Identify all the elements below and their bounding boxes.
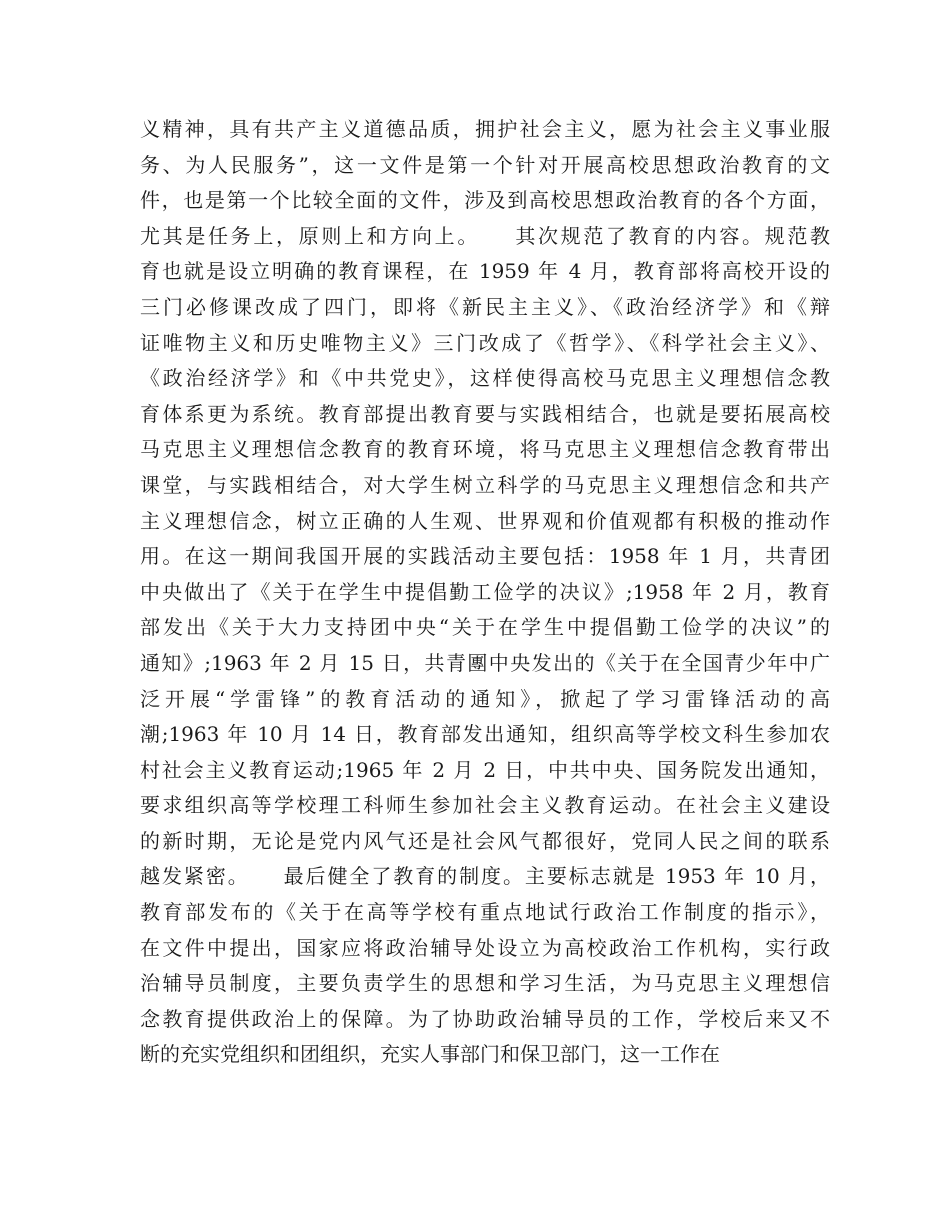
- text-line: 念教育提供政治上的保障。为了协助政治辅导员的工作，学校后来又不: [140, 1006, 830, 1031]
- text-line: 主义理想信念，树立正确的人生观、世界观和价值观都有积极的推动作: [140, 508, 830, 533]
- text-line: 尤其是任务上，原则上和方向上。 其次规范了教育的内容。规范教: [140, 223, 830, 248]
- text-line: 育也就是设立明确的教育课程，在 1959 年 4 月，教育部将高校开设的: [140, 259, 830, 284]
- text-line: 育体系更为系统。教育部提出教育要与实践相结合，也就是要拓展高校: [140, 401, 830, 426]
- text-line: 三门必修课改成了四门，即将《新民主主义》、《政治经济学》和《辩: [140, 294, 830, 319]
- text-line: 泛开展“学雷锋”的教育活动的通知》，掀起了学习雷锋活动的高: [140, 686, 830, 711]
- text-line: 用。在这一期间我国开展的实践活动主要包括：1958 年 1 月，共青团: [140, 544, 830, 569]
- text-line: 在文件中提出，国家应将政治辅导处设立为高校政治工作机构，实行政: [140, 935, 830, 960]
- text-line: 部发出《关于大力支持团中央“关于在学生中提倡勤工俭学的决议”的: [140, 615, 830, 640]
- text-line: 务、为人民服务”，这一文件是第一个针对开展高校思想政治教育的文: [140, 152, 830, 177]
- text-line: 的新时期，无论是党内风气还是社会风气都很好，党同人民之间的联系: [140, 828, 830, 853]
- text-line: 通知》;1963 年 2 月 15 日，共青團中央发出的《关于在全国青少年中广: [140, 650, 830, 675]
- text-line: 村社会主义教育运动;1965 年 2 月 2 日，中共中央、国务院发出通知，: [140, 757, 830, 782]
- text-line: 潮;1963 年 10 月 14 日，教育部发出通知，组织高等学校文科生参加农: [140, 722, 830, 747]
- text-line: 义精神，具有共产主义道德品质，拥护社会主义，愿为社会主义事业服: [140, 117, 830, 141]
- text-line: 证唯物主义和历史唯物主义》三门改成了《哲学》、《科学社会主义》、: [140, 330, 830, 355]
- text-line: 越发紧密。 最后健全了教育的制度。主要标志就是 1953 年 10 月，: [140, 864, 830, 889]
- text-line: 课堂，与实践相结合，对大学生树立科学的马克思主义理想信念和共产: [140, 472, 830, 497]
- text-line: 中央做出了《关于在学生中提倡勤工俭学的决议》;1958 年 2 月，教育: [140, 579, 830, 604]
- text-line: 件，也是第一个比较全面的文件，涉及到高校思想政治教育的各个方面，: [140, 188, 830, 213]
- text-line: 要求组织高等学校理工科师生参加社会主义教育运动。在社会主义建设: [140, 793, 830, 818]
- body-text: [140, 112, 830, 1073]
- text-line: 教育部发布的《关于在高等学校有重点地试行政治工作制度的指示》，: [140, 900, 830, 925]
- text-line: 《政治经济学》和《中共党史》，这样使得高校马克思主义理想信念教: [140, 366, 830, 391]
- text-line: 治辅导员制度，主要负责学生的思想和学习生活，为马克思主义理想信: [140, 971, 830, 996]
- text-line: 马克思主义理想信念教育的教育环境，将马克思主义理想信念教育带出: [140, 437, 830, 462]
- text-line: 断的充实党组织和团组织，充实人事部门和保卫部门，这一工作在: [140, 1042, 720, 1067]
